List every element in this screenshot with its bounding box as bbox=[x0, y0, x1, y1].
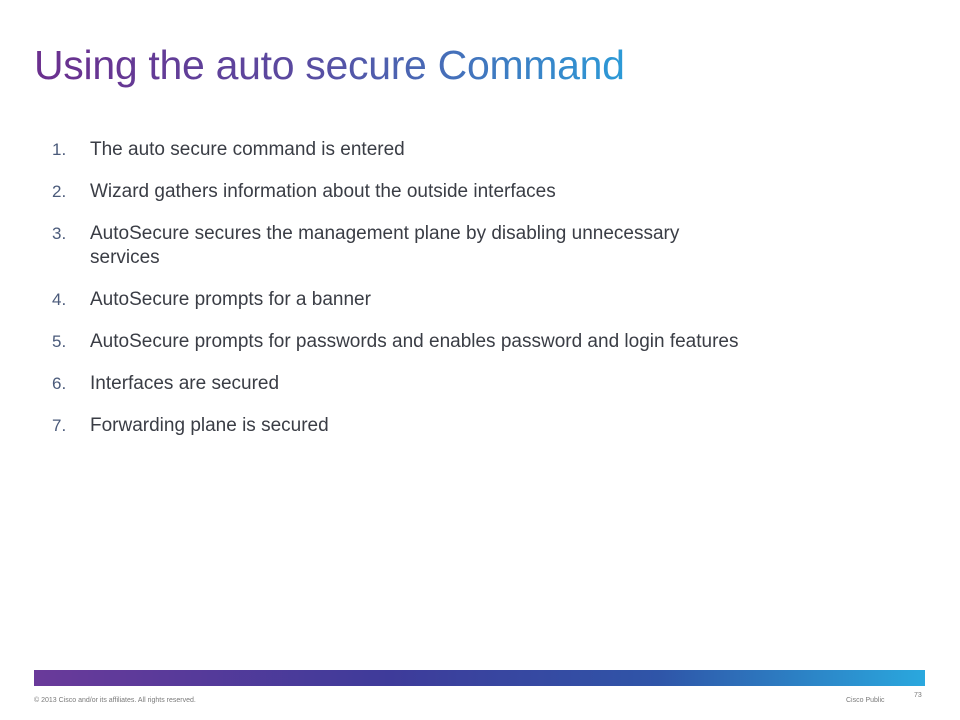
list-item bbox=[52, 222, 852, 270]
item-text: AutoSecure prompts for passwords and enables password and login features bbox=[90, 331, 739, 352]
item-number: 5. bbox=[52, 332, 67, 351]
item-text: Wizard gathers information about the outside interfaces bbox=[90, 181, 556, 202]
item-number: 1. bbox=[52, 140, 67, 159]
list-item bbox=[52, 414, 852, 438]
numbered-list bbox=[52, 138, 852, 456]
copyright-text: © 2013 Cisco and/or its affiliates. All rights reserved. bbox=[34, 697, 196, 704]
list-item bbox=[52, 330, 852, 354]
slide-title: Using the auto secure Command bbox=[34, 42, 625, 88]
footer-gradient-bar bbox=[34, 670, 925, 686]
page-number: 73 bbox=[914, 692, 922, 699]
item-number: 4. bbox=[52, 290, 67, 309]
list-item bbox=[52, 138, 852, 162]
item-text: Interfaces are secured bbox=[90, 373, 280, 394]
item-text: Forwarding plane is secured bbox=[90, 415, 329, 436]
list-item bbox=[52, 372, 852, 396]
item-text: The auto secure command is entered bbox=[90, 139, 405, 160]
item-number: 6. bbox=[52, 374, 67, 393]
list-item bbox=[52, 288, 852, 312]
item-text: AutoSecure secures the management plane by disabling unnecessary services bbox=[90, 223, 680, 268]
classification-label: Cisco Public bbox=[846, 697, 885, 704]
item-number: 2. bbox=[52, 182, 67, 201]
item-number: 7. bbox=[52, 416, 67, 435]
item-number: 3. bbox=[52, 224, 67, 243]
item-text: AutoSecure prompts for a banner bbox=[90, 289, 371, 310]
list-item bbox=[52, 180, 852, 204]
